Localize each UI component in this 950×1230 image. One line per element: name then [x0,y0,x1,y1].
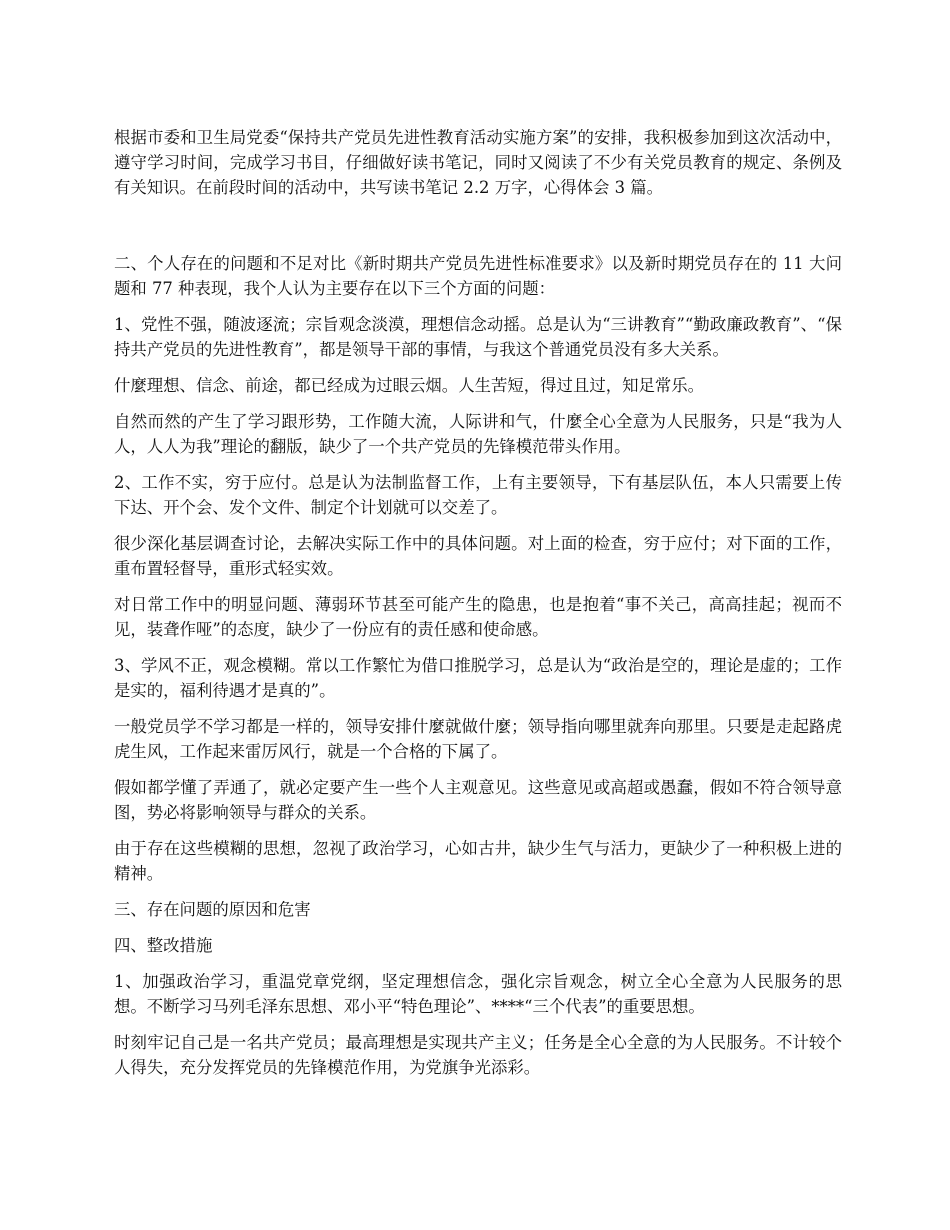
paragraph-item-2: 2、工作不实，穷于应付。总是认为法制监督工作，上有主要领导，下有基层队伍，本人只需要上传下达、开个会、发个文件、制定个计划就可以交差了。 [114,473,842,517]
paragraph: 很少深化基层调查讨论，去解决实际工作中的具体问题。对上面的检查，穷于应付；对下面的工作，重布置轻督导，重形式轻实效。 [114,534,842,578]
document-body [114,125,842,1091]
section-heading-three: 三、存在问题的原因和危害 [114,900,311,919]
paragraph: 对日常工作中的明显问题、薄弱环节甚至可能产生的隐患，也是抱着“事不关己，高高挂起；视而不见，装聋作哑”的态度，缺少了一份应有的责任感和使命感。 [114,595,842,639]
paragraph: 自然而然的产生了学习跟形势，工作随大流，人际讲和气，什麼全心全意为人民服务，只是“我为人人，人人为我”理论的翻版，缺少了一个共产党员的先锋模范带头作用。 [114,412,842,456]
paragraph: 一般党员学不学习都是一样的，领导安排什麼就做什麼；领导指向哪里就奔向那里。只要是走起路虎虎生风，工作起来雷厉风行，就是一个合格的下属了。 [114,717,842,761]
section-heading-four: 四、整改措施 [114,936,213,955]
paragraph-item-3: 3、学风不正，观念模糊。常以工作繁忙为借口推脱学习，总是认为“政治是空的，理论是虚的；工作是实的，福利待遇才是真的”。 [114,656,842,700]
paragraph: 什麼理想、信念、前途，都已经成为过眼云烟。人生苦短，得过且过，知足常乐。 [114,376,705,395]
paragraph: 由于存在这些模糊的思想，忽视了政治学习，心如古井，缺少生气与活力，更缺少了一种积极上进的精神。 [114,839,842,883]
paragraph-intro: 根据市委和卫生局党委“保持共产党员先进性教育活动实施方案”的安排，我积极参加到这次活动中，遵守学习时间，完成学习书目，仔细做好读书笔记，同时又阅读了不少有关党员教育的规定、条例及有关知识。在前段时间的活动中，共写读书笔记 2.2 万字，心得体会 3 篇。 [114,128,842,197]
paragraph-measure-1: 1、加强政治学习，重温党章党纲，坚定理想信念，强化宗旨观念，树立全心全意为人民服务的思想。不断学习马列毛泽东思想、邓小平“特色理论”、****“三个代表”的重要思想。 [114,972,842,1016]
paragraph-item-1: 1、党性不强，随波逐流；宗旨观念淡漠，理想信念动摇。总是认为“三讲教育”“勤政廉政教育”、“保持共产党员的先进性教育”，都是领导干部的事情，与我这个普通党员没有多大关系。 [114,315,842,359]
paragraph-section-two-heading: 二、个人存在的问题和不足对比《新时期共产党员先进性标准要求》以及新时期党员存在的 11 大问题和 77 种表现，我个人认为主要存在以下三个方面的问题： [114,254,842,298]
paragraph: 假如都学懂了弄通了，就必定要产生一些个人主观意见。这些意见或高超或愚蠢，假如不符合领导意图，势必将影响领导与群众的关系。 [114,778,842,822]
paragraph: 时刻牢记自己是一名共产党员；最高理想是实现共产主义；任务是全心全意的为人民服务。不计较个人得失，充分发挥党员的先锋模范作用，为党旗争光添彩。 [114,1033,842,1077]
